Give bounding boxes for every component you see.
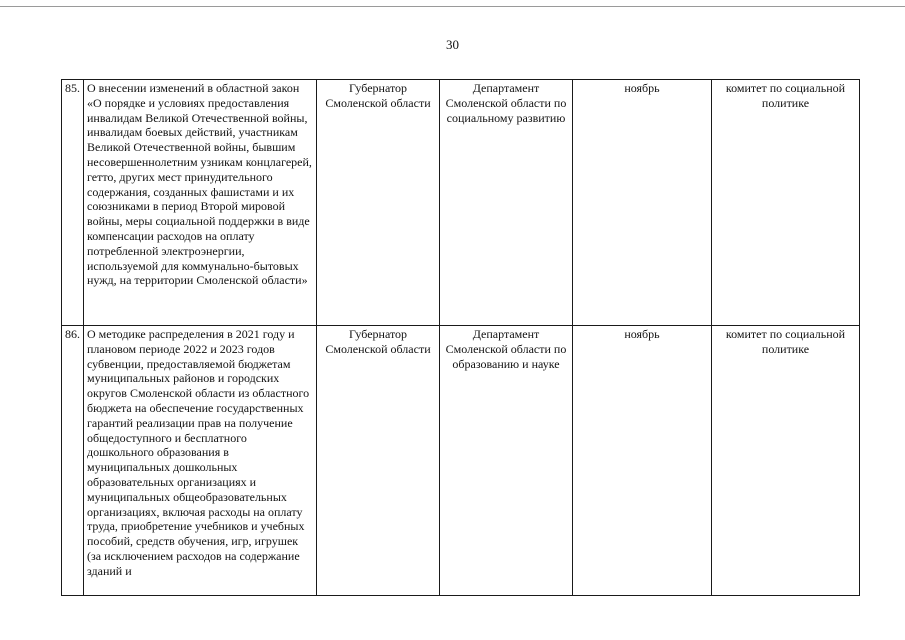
initiator: Губернатор Смоленской области xyxy=(317,326,440,596)
table-row xyxy=(62,80,860,326)
row-number: 86. xyxy=(62,326,84,596)
term: ноябрь xyxy=(573,80,712,326)
legislative-plan-table xyxy=(61,79,860,596)
responsible-department: Департамент Смоленской области по социальному развитию xyxy=(440,80,573,326)
top-scan-rule xyxy=(0,6,905,7)
responsible-department: Департамент Смоленской области по образованию и науке xyxy=(440,326,573,596)
term: ноябрь xyxy=(573,326,712,596)
table-row xyxy=(62,326,860,596)
row-number: 85. xyxy=(62,80,84,326)
bill-title: О методике распределения в 2021 году и плановом периоде 2022 и 2023 годов субвенции, предоставляемой бюджетам муниципальных районов и городских округов Смоленской области из областного бюджета на обеспечение государственных гарантий реализации прав на получение общедоступного и бесплатного дошкольного образования в муниципальных дошкольных образовательных организациях и муниципальных общеобразовательных организациях, включая расходы на оплату труда, приобретение учебников и учебных пособий, средств обучения, игр, игрушек (за исключением расходов на содержание зданий и xyxy=(84,326,317,596)
page-number: 30 xyxy=(446,37,459,52)
committee: комитет по социальной политике xyxy=(712,326,860,596)
bill-title: О внесении изменений в областной закон «О порядке и условиях предоставления инвалидам Великой Отечественной войны, инвалидам боевых действий, участникам Великой Отечественной войны, бывшим несовершеннолетним узникам концлагерей, гетто, других мест принудительного содержания, созданных фашистами и их союзниками в период Второй мировой войны, меры социальной поддержки в виде компенсации расходов на оплату потребленной электроэнергии, используемой для коммунально-бытовых нужд, на территории Смоленской области» xyxy=(84,80,317,326)
initiator: Губернатор Смоленской области xyxy=(317,80,440,326)
committee: комитет по социальной политике xyxy=(712,80,860,326)
